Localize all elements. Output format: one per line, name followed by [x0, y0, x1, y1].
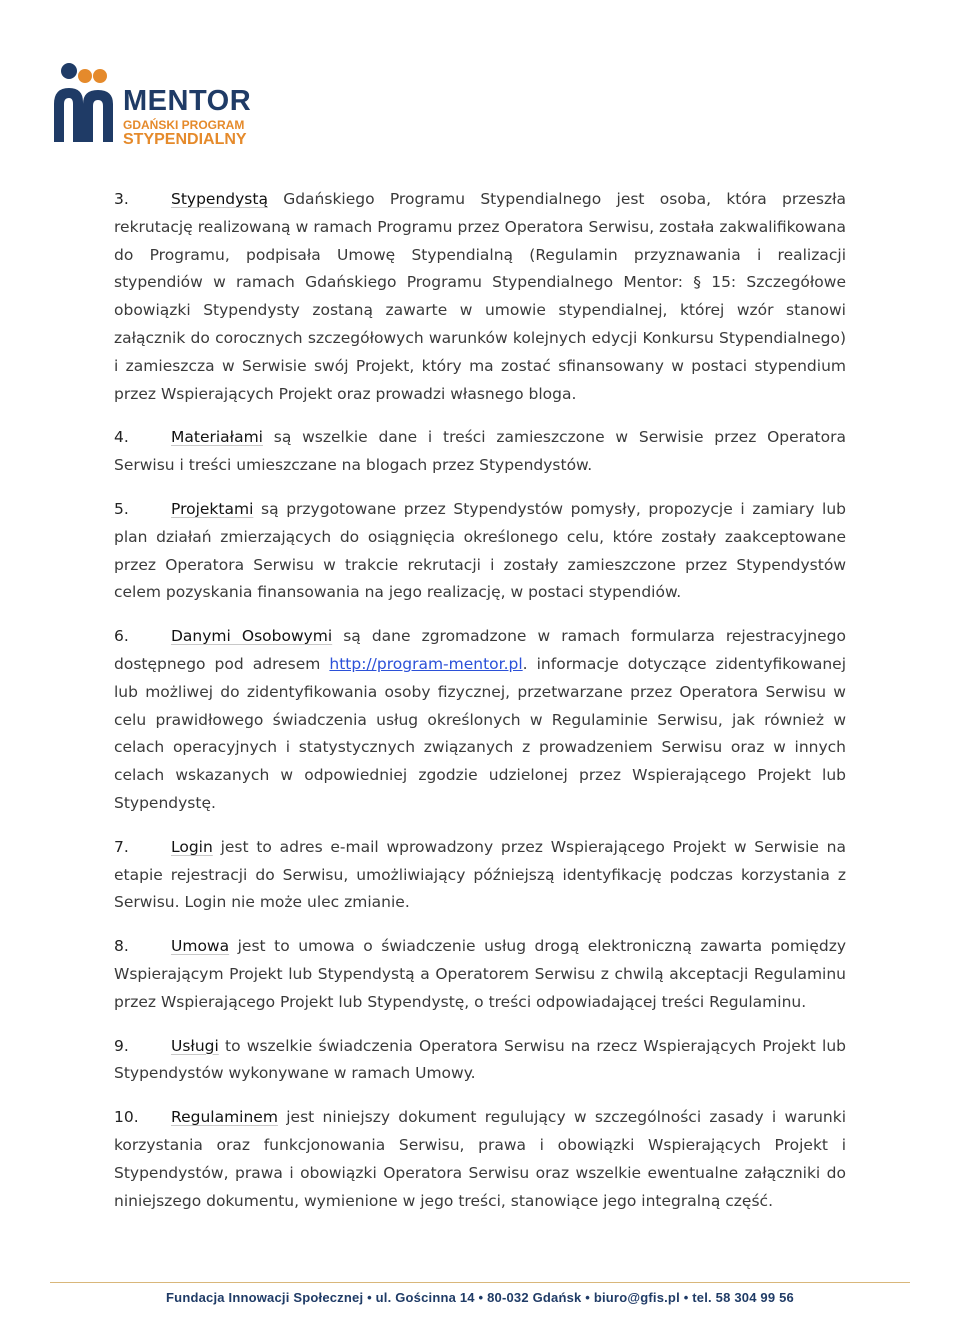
definition-item [114, 834, 846, 917]
definition-item [114, 1104, 846, 1215]
item-number: 3. [114, 190, 129, 208]
logo-subtitle-line2: STYPENDIALNY [123, 131, 247, 148]
registration-link[interactable]: http://program-mentor.pl [329, 654, 523, 673]
logo-brand-text: MENTOR [123, 85, 252, 117]
item-number: 6. [114, 627, 129, 646]
item-number: 4. [114, 428, 129, 447]
defined-term: Usługi [171, 1036, 219, 1055]
defined-term: Umowa [171, 937, 230, 956]
definition-item [114, 424, 846, 480]
item-text: jest niniejszy dokument regulujący w szczególności zasady i warunki korzystania oraz funkcjonowania Serwisu, prawa i obowiązki Wspierających Projekt i Stypendystów, prawa i obowiązki Operatora Serwisu oraz wszelkie ewentualne załączniki do niniejszego dokumentu, wymienione w jego treści, stanowiące jego integralną część. [114, 1108, 846, 1210]
item-number: 9. [114, 1036, 129, 1055]
defined-term: Projektami [171, 499, 254, 518]
item-text: Gdańskiego Programu Stypendialnego jest osoba, która przeszła rekrutację realizowaną w ramach Programu przez Operatora Serwisu, została zakwalifikowana do Programu, podpisała Umowę Stypendialną (Regulamin przyznawania i realizacji stypendiów w ramach Gdańskiego Programu Stypendialnego Mentor: § 15: Szczegółowe obowiązki Stypendysty zostaną zawarte w umowie stypendialnej, której wzór stanowi załącznik do corocznych szczegółowych warunków kolejnych edycji Konkursu Stypendialnego) i zamieszcza w Serwisie swój Projekt, który ma zostać sfinansowany w postaci stypendium przez Wspierających Projekt oraz prowadzi własnego bloga. [114, 190, 846, 403]
definition-item [114, 186, 846, 408]
defined-term: Login [171, 837, 213, 856]
mentor-logo [52, 62, 252, 152]
definition-item [114, 933, 846, 1016]
item-text: są przygotowane przez Stypendystów pomysły, propozycje i zamiary lub plan działań zmierzających do osiągnięcia określonego celu, które zostały zaakceptowane przez Operatora Serwisu w trakcie rekrutacji i zostały zamieszczone przez Stypendystów celem pozyskania finansowania na jego realizację, w postaci stypendiów. [114, 499, 846, 602]
item-text-continued: . informacje dotyczące zidentyfikowanej lub możliwej do zidentyfikowania osoby fizycznej, przetwarzane przez Operatora Serwisu w celu prawidłowego świadczenia usług określonych w Regulaminie Serwisu, jak również w celach operacyjnych i statystycznych związanych z prowadzeniem Serwisu oraz w innych celach wskazanych w odpowiedniej zgodzie udzielonej przez Wspierającego Projekt lub Stypendystę. [114, 654, 846, 812]
item-number: 5. [114, 499, 129, 518]
definition-item [114, 623, 846, 818]
item-number: 10. [114, 1108, 139, 1127]
item-text: jest to umowa o świadczenie usług drogą elektroniczną zawarta pomiędzy Wspierającym Projekt lub Stypendystą a Operatorem Serwisu z chwilą akceptacji Regulaminu przez Wspierającego Projekt lub Stypendystę, o treści odpowiadającej treści Regulaminu. [114, 937, 846, 1011]
definitions-list [114, 186, 846, 1231]
defined-term: Danymi Osobowymi [171, 627, 333, 646]
item-text: to wszelkie świadczenia Operatora Serwisu na rzecz Wspierających Projekt lub Stypendystów wykonywane w ramach Umowy. [114, 1036, 846, 1083]
definition-item [114, 496, 846, 607]
footer-contact: Fundacja Innowacji Społecznej • ul. Gościnna 14 • 80-032 Gdańsk • biuro@gfis.pl • tel. 58 304 99 56 [166, 1290, 794, 1305]
defined-term: Regulaminem [171, 1108, 278, 1127]
item-text: jest to adres e-mail wprowadzony przez Wspierającego Projekt w Serwisie na etapie rejestracji do Serwisu, umożliwiający późniejszą identyfikację podczas korzystania z Serwisu. Login nie może ulec zmianie. [114, 837, 846, 912]
mentor-people-icon [52, 62, 122, 147]
defined-term: Stypendystą [171, 190, 268, 208]
item-text: są dane zgromadzone w ramach formularza rejestracyjnego dostępnego pod adresem [114, 627, 846, 673]
item-number: 7. [114, 837, 129, 856]
logo-subtitle-line1: GDAŃSKI PROGRAM [123, 118, 245, 132]
defined-term: Materiałami [171, 428, 263, 447]
item-number: 8. [114, 937, 129, 956]
definition-item [114, 1033, 846, 1089]
footer-divider [50, 1282, 910, 1283]
item-text: są wszelkie dane i treści zamieszczone w Serwisie przez Operatora Serwisu i treści umieszczane na blogach przez Stypendystów. [114, 428, 846, 475]
